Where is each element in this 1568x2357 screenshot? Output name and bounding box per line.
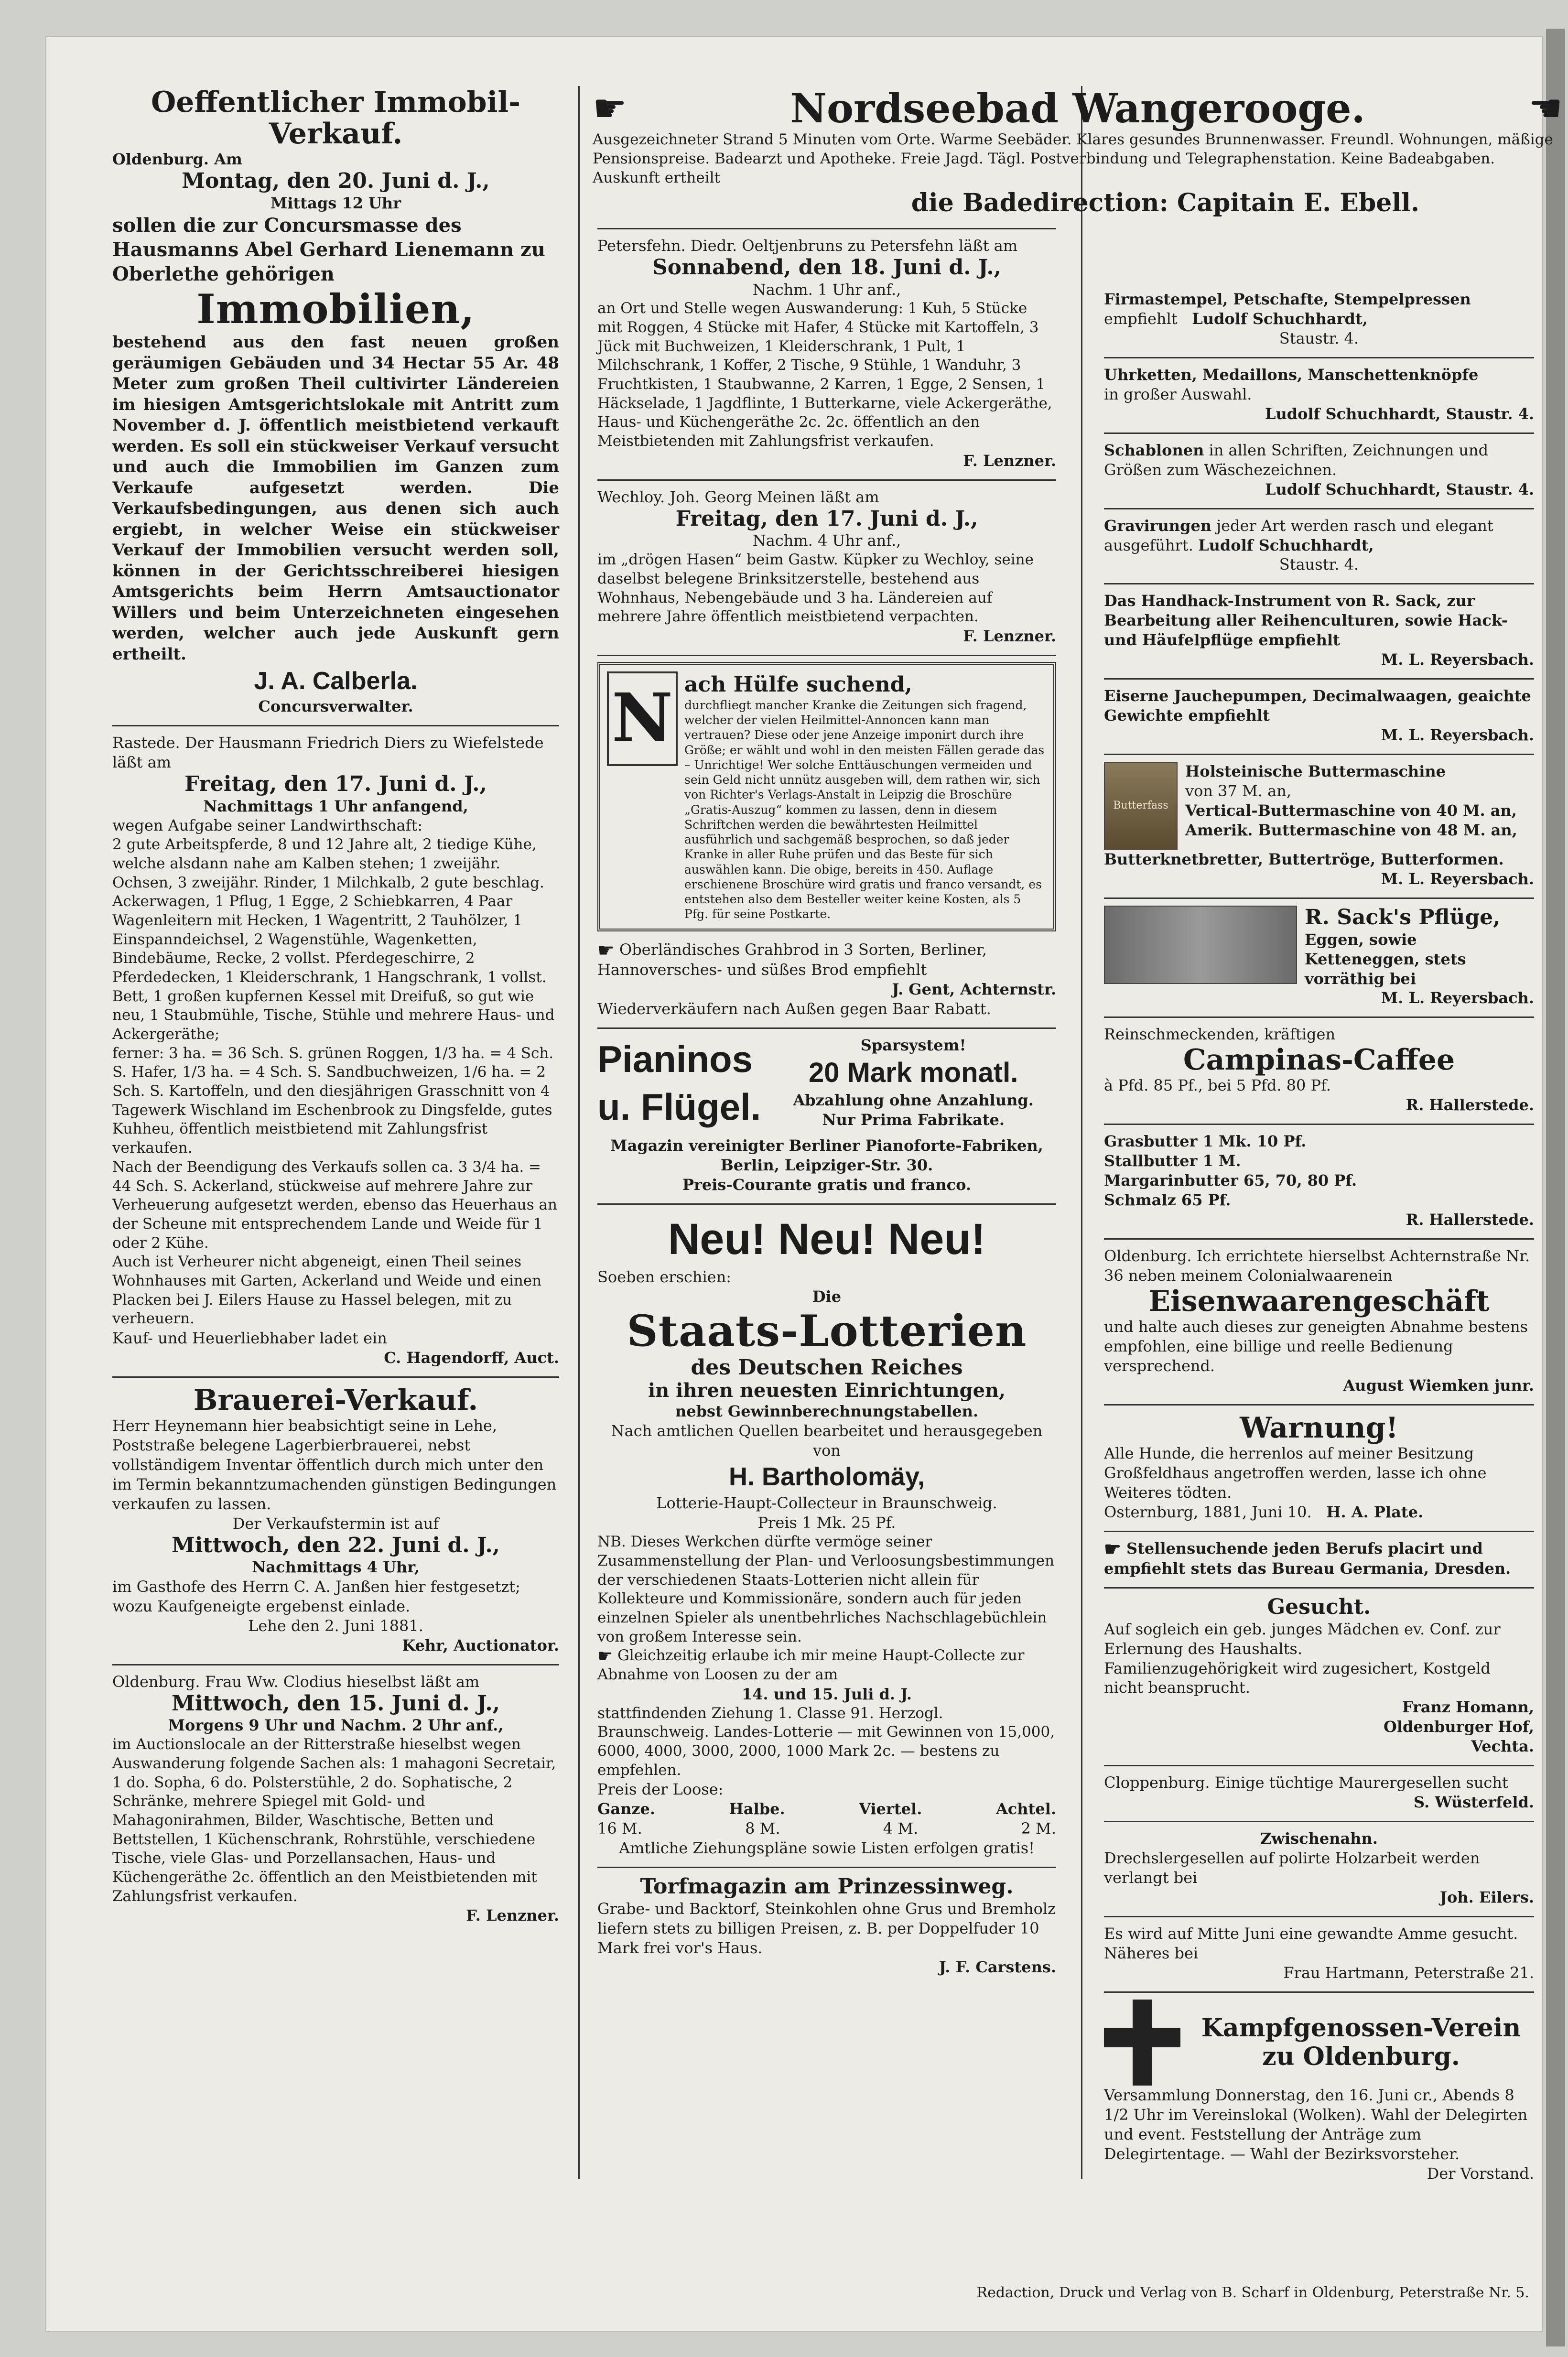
- ad-heading: Staats-Lotterien: [627, 1306, 1027, 1357]
- ad-title: Warnung!: [1240, 1411, 1398, 1445]
- divider: [597, 655, 1056, 656]
- ad-body: Nach der Beendigung des Verkaufs sollen ca. 3 3/4 ha. = 44 Sch. S. Ackerland, stückweise auf mehrere Jahre zur Verheuerung aufgesetzt werden, ebenso das Heuerhaus an der Scheune mit entsprechendem Lande und Weide für 1 oder 2 Kühe.: [112, 1158, 557, 1252]
- ad-subheading: in ihren neuesten Einrichtungen,: [648, 1379, 1006, 1402]
- ad-sack-pfluege: [1104, 903, 1534, 1013]
- ad-wechloy: [597, 485, 1056, 651]
- ad-signature: M. L. Reyersbach.: [1381, 870, 1534, 888]
- ad-line: Lotterie-Haupt-Collecteur in Braunschweig.: [656, 1494, 997, 1513]
- ad-title: Pianinos: [597, 1038, 753, 1081]
- butter-churn-illustration: Butterfass: [1104, 762, 1178, 850]
- ad-brauerei: [112, 1382, 559, 1660]
- ad-title: Uhrketten, Medaillons, Manschettenknöpfe: [1104, 365, 1479, 384]
- ad-signature: J. F. Carstens.: [939, 1958, 1056, 1977]
- ad-author: H. Bartholomäy,: [728, 1462, 925, 1492]
- price-table-header: [597, 1799, 1056, 1819]
- divider: [597, 228, 1056, 229]
- ad-title: Eisenwaarengeschäft: [1148, 1284, 1490, 1318]
- ad-title: Nordseebad Wangerooge.: [790, 85, 1365, 132]
- price-head: Viertel.: [859, 1800, 922, 1818]
- ad-firmastempel: [1104, 287, 1534, 353]
- ad-note: Wiederverkäufern nach Außen gegen Baar Rabatt.: [597, 1000, 991, 1018]
- ad-place: Oldenburg. Am: [112, 150, 242, 168]
- divider: [1104, 1016, 1534, 1018]
- ad-signature: F. Lenzner.: [963, 627, 1056, 645]
- ad-line: Schmalz 65 Pf.: [1104, 1191, 1231, 1210]
- ad-stellensuchende: [1104, 1536, 1534, 1583]
- ad-rate: 20 Mark monatl.: [808, 1057, 1018, 1088]
- ad-line: Berlin, Leipziger-Str. 30.: [720, 1156, 933, 1174]
- ad-body: in allen Schriften, Zeichnungen und Größen zum Wäschezeichnen.: [1104, 441, 1489, 479]
- ad-signature: Frau Hartmann, Peterstraße 21.: [1283, 1963, 1534, 1982]
- ad-line: Abzahlung ohne Anzahlung.: [793, 1091, 1034, 1110]
- ad-title: Campinas-Caffee: [1183, 1043, 1455, 1077]
- ad-line: Nur Prima Fabrikate.: [822, 1111, 1005, 1129]
- ad-date: Freitag, den 17. Juni d. J.,: [675, 506, 978, 531]
- ad-price: à Pfd. 85 Pf., bei 5 Pfd. 80 Pf.: [1104, 1076, 1331, 1095]
- ad-wangerooge: [593, 84, 1563, 224]
- ad-body: im „drögen Hasen“ beim Gastw. Küpker zu Wechloy, seine daselbst belegene Brinksitzerstelle, bestehend aus Wohnhaus, Nebengebäude und 3 ha. Ländereien auf mehrere Jahre öffentlich meistbietend verpachten.: [597, 551, 1034, 626]
- divider: [1104, 897, 1534, 899]
- ornamental-initial: N: [607, 671, 678, 766]
- ad-zwischenahn: [1104, 1826, 1534, 1912]
- ad-body: Stellensuchende jeden Berufs placirt und empfiehlt stets das Bureau Germania, Dresden.: [1104, 1539, 1511, 1578]
- divider: [597, 1027, 1056, 1029]
- ad-body: Oberländisches Grahbrod in 3 Sorten, Berliner, Hannoversches- und süßes Brod empfiehlt: [597, 940, 987, 979]
- ad-body: durchfliegt mancher Kranke die Zeitungen sich fragend, welcher der vielen Heilmittel-Annoncen kann man vertrauen? Diese oder jene Anzeige imponirt durch ihre Größe; er wählt und wohl in den meisten Fällen gerade das – Unrichtige! Wer solche Enttäuschungen vermeiden und sein Geld nicht unnütz ausgeben will, dem rathen wir, sich von Richter's Verlags-Anstalt in Leipzig die Broschüre „Gratis-Auszug“ kommen zu lassen, denn in diesem Schriftchen werden die bewährtesten Heilmittel ausführlich und sachgemäß besprochen, so daß jeder Kranke in aller Ruhe prüfen und das Beste für sich auswählen kann. Die obige, bereits in 450. Auflage erschienene Broschüre wird gratis und franco versandt, es entstehen also dem Besteller weiter keine Kosten, als 5 Pfg. für seine Postkarte.: [684, 698, 1045, 921]
- pointing-hand-left-icon: ☚: [1528, 86, 1563, 131]
- ad-signature: Oldenburger Hof,: [1383, 1718, 1534, 1736]
- ad-title: Firmastempel, Petschafte, Stempelpressen: [1104, 290, 1471, 308]
- ad-signature: R. Hallerstede.: [1406, 1096, 1534, 1114]
- ad-body: bestehend aus den fast neuen großen geräumigen Gebäuden und 34 Hectar 55 Ar. 48 Meter zum großen Theil cultivirter Ländereien im hiesigen Amtsgerichtslokale mit Antritt zum November d. J. öffentlich meistbietend verkauft werden. Es soll ein stückweiser Verkauf versucht und auch die Immobilien im Ganzen zum Verkaufe aufgesetzt werden. Die Verkaufsbedingungen, aus denen sich auch ergiebt, in welcher Weise ein stückweiser Verkauf der Immobilien versucht werden soll, können in der Gerichtsschreiberei hiesigen Amtsgerichts beim Herrn Amtsauctionator Willers und beim Unterzeichneten eingesehen werden, welcher auch jede Auskunft gern ertheilt.: [112, 333, 559, 664]
- ad-place: im Gasthofe des Herrn C. A. Janßen hier festgesetzt; wozu Kaufgeneigte ergebenst einlade.: [112, 1578, 520, 1615]
- ad-address: Staustr. 4.: [1279, 329, 1359, 347]
- ad-line: Reinschmeckenden, kräftigen: [1104, 1025, 1336, 1044]
- pointing-hand-right-icon: ☛: [597, 1646, 613, 1666]
- ad-body: Eiserne Jauchepumpen, Decimalwaagen, geaichte Gewichte empfiehlt: [1104, 687, 1531, 725]
- ad-body: Eggen, sowie Ketteneggen, stets vorräthig bei: [1305, 930, 1466, 988]
- ad-invite: Kauf- und Heuerliebhaber ladet ein: [112, 1329, 387, 1347]
- ad-line: empfiehlt: [1104, 309, 1178, 328]
- ad-body: stattfindenden Ziehung 1. Classe 91. Herzogl. Braunschweig. Landes-Lotterie — mit Gewinnen von 15,000, 6000, 4000, 3000, 2000, 1000 Mark 2c. — bestens zu empfehlen.: [597, 1704, 1055, 1779]
- column-left: [112, 84, 559, 1930]
- ad-schablonen: [1104, 438, 1534, 504]
- ad-title: Oeffentlicher Immobil-Verkauf.: [151, 86, 521, 151]
- ad-title: Gesucht.: [1267, 1595, 1371, 1620]
- ad-signature: Ludolf Schuchhardt,: [1198, 536, 1374, 554]
- ad-body: Auf sogleich ein geb. junges Mädchen ev. Conf. zur Erlernung des Haushalts.: [1104, 1620, 1501, 1658]
- ad-body: Ausgezeichneter Strand 5 Minuten vom Orte. Warme Seebäder. Klares gesundes Brunnenwasser. Freundl. Wohnungen, mäßige Pensionspreise. Badearzt und Apotheke. Freie Jagd. Tägl. Postverbindung und Telegraphenstation. Keine Badeabgaben. Auskunft ertheilt: [593, 131, 1553, 186]
- page-edge: [1546, 29, 1565, 2346]
- ad-subheading: des Deutschen Reiches: [691, 1355, 963, 1380]
- ad-date: Sonnabend, den 18. Juni d. J.,: [652, 255, 1001, 280]
- ad-intro: sollen die zur Concursmasse des Hausmanns Abel Gerhard Lienemann zu Oberlethe gehörigen: [112, 214, 545, 285]
- ad-signature: J. A. Calberla.: [254, 667, 418, 695]
- ad-pianinos: [597, 1033, 1056, 1136]
- divider: [1104, 508, 1534, 509]
- ad-title: ach Hülfe suchend,: [684, 672, 912, 697]
- ad-body: Alle Hunde, die herrenlos auf meiner Besitzung Großfeldhaus angetroffen werden, lasse ich ohne Weiteres tödten.: [1104, 1444, 1487, 1502]
- ad-immobil-verkauf: [112, 84, 559, 721]
- ad-signature: F. Lenzner.: [963, 451, 1056, 470]
- ad-intro: Petersfehn. Diedr. Oeltjenbruns zu Petersfehn läßt am: [597, 236, 1018, 255]
- divider: [112, 1664, 559, 1665]
- ad-grasbutter: [1104, 1129, 1534, 1234]
- ad-price: Preis 1 Mk. 25 Pf.: [757, 1514, 896, 1532]
- ad-time: Nachmittags 4 Uhr,: [252, 1558, 420, 1577]
- ad-signature: Ludolf Schuchhardt, Staustr. 4.: [1265, 404, 1534, 423]
- ad-line: Butterknetbretter, Buttertröge, Butterformen.: [1104, 850, 1504, 869]
- ad-grahbrod: [597, 937, 1056, 1024]
- ad-body: Herr Heynemann hier beabsichtigt seine in Lehe, Poststraße belegene Lagerbierbrauerei, nebst vollständigem Inventar öffentlich durch mich unter den im Termin bekanntzumachenden günstigen Bedingungen verkaufen zu lassen.: [112, 1416, 557, 1513]
- ad-title: Kampfgenossen-Verein zu Oldenburg.: [1201, 2013, 1521, 2071]
- ad-signature-title: Concursverwalter.: [258, 697, 413, 716]
- ad-line: Amerik. Buttermaschine von 48 M. an,: [1185, 821, 1517, 839]
- ad-signature: Kehr, Auctionator.: [402, 1636, 559, 1654]
- ad-time: Mittags 12 Uhr: [270, 194, 401, 212]
- ad-title: Zwischenahn.: [1260, 1829, 1378, 1848]
- ad-petersfehn: [597, 233, 1056, 476]
- ad-title: u. Flügel.: [597, 1085, 761, 1128]
- ad-term: Der Verkaufstermin ist auf: [232, 1514, 439, 1533]
- divider: [1104, 1821, 1534, 1822]
- ad-signature: Joh. Eilers.: [1439, 1888, 1534, 1907]
- pointing-hand-right-icon: ☛: [593, 86, 627, 131]
- ad-intro: Rastede. Der Hausmann Friedrich Diers zu Wiefelstede läßt am: [112, 734, 544, 771]
- divider: [1104, 1587, 1534, 1589]
- column-right: [1104, 287, 1534, 2188]
- ad-signature: Ludolf Schuchhardt,: [1192, 309, 1368, 328]
- ad-gravirungen: [1104, 513, 1534, 580]
- ad-line: von 37 M. an,: [1185, 782, 1291, 800]
- ad-line: Die: [812, 1287, 842, 1306]
- ad-time: Nachm. 1 Uhr anf.,: [752, 280, 901, 299]
- ad-signature: M. L. Reyersbach.: [1381, 989, 1534, 1007]
- ad-date: Montag, den 20. Juni d. J.,: [182, 168, 490, 193]
- plough-illustration: [1104, 906, 1297, 984]
- ad-signature: H. A. Plate.: [1326, 1503, 1424, 1521]
- ad-time: Nachmittags 1 Uhr anfangend,: [203, 797, 468, 815]
- ad-hilfe-suchend: [597, 662, 1056, 931]
- ad-rastede: [112, 730, 559, 1373]
- divider: [597, 1203, 1056, 1205]
- ad-title: Brauerei-Verkauf.: [193, 1383, 478, 1417]
- ad-body: Es wird auf Mitte Juni eine gewandte Amme gesucht. Näheres bei: [1104, 1925, 1518, 1962]
- ad-line: Grasbutter 1 Mk. 10 Pf.: [1104, 1132, 1307, 1151]
- ad-line: nebst Gewinnberechnungstabellen.: [675, 1402, 979, 1421]
- ad-signature: R. Hallerstede.: [1406, 1211, 1534, 1229]
- divider: [112, 1376, 559, 1378]
- ad-date: Freitag, den 17. Juni d. J.,: [184, 771, 487, 796]
- ad-line: Preis-Courante gratis und franco.: [682, 1175, 972, 1194]
- divider: [1104, 1991, 1534, 1993]
- divider: [1104, 678, 1534, 680]
- ad-warnung: [1104, 1409, 1534, 1527]
- ad-amme: [1104, 1921, 1534, 1988]
- divider: [1104, 1238, 1534, 1240]
- ad-signature: Ludolf Schuchhardt, Staustr. 4.: [1265, 480, 1534, 498]
- ad-body: Auch ist Verheurer nicht abgeneigt, einen Theil seines Wohnhauses mit Garten, Ackerland und Weide und einen Placken bei J. Eilers Hause zu Hassel belegen, mit zu verheuern.: [112, 1253, 542, 1328]
- ad-pianinos-footer: [597, 1136, 1056, 1200]
- ad-gesucht: [1104, 1592, 1534, 1761]
- ad-signature: die Badedirection: Capitain E. Ebell.: [911, 188, 1419, 218]
- divider: [597, 479, 1056, 481]
- ad-line: in großer Auswahl.: [1104, 385, 1252, 403]
- ad-lotterien: [597, 1209, 1056, 1863]
- ad-uhrketten: [1104, 362, 1534, 429]
- divider: [1104, 1404, 1534, 1406]
- ad-intro: Wechloy. Joh. Georg Meinen läßt am: [597, 487, 879, 506]
- ad-cloppenburg: [1104, 1770, 1534, 1817]
- ad-time: Nachm. 4 Uhr anf.,: [752, 531, 901, 550]
- ad-line: Nach amtlichen Quellen bearbeitet und herausgegeben: [611, 1422, 1043, 1440]
- iron-cross-icon: [1104, 2000, 1180, 2086]
- ad-line: Margarinbutter 65, 70, 80 Pf.: [1104, 1171, 1357, 1190]
- ad-body: Grabe- und Backtorf, Steinkohlen ohne Grus und Bremholz liefern stets zu billigen Preisen, z. B. per Doppelfuder 10 Mark frei vor's Haus.: [597, 1899, 1056, 1957]
- ad-intro: Oldenburg. Ich errichtete hierselbst Achternstraße Nr. 36 neben meinem Colonialwaarenein: [1104, 1247, 1530, 1285]
- ad-jauchepumpen: [1104, 683, 1534, 750]
- ad-title: Torfmagazin am Prinzessinweg.: [640, 1874, 1014, 1899]
- divider: [1104, 1916, 1534, 1917]
- pointing-hand-right-icon: ☛: [597, 940, 615, 962]
- divider: [1104, 357, 1534, 358]
- ad-line: von: [813, 1441, 841, 1460]
- ad-time: Morgens 9 Uhr und Nachm. 2 Uhr anf.,: [168, 1716, 504, 1735]
- ad-signature: C. Hagendorff, Auct.: [384, 1348, 559, 1367]
- ad-reason: wegen Aufgabe seiner Landwirthschaft:: [112, 816, 423, 835]
- ad-line: Amtliche Ziehungspläne sowie Listen erfolgen gratis!: [619, 1839, 1035, 1858]
- imprint-footer: Redaction, Druck und Verlag von B. Scharf in Oldenburg, Peterstraße Nr. 5.: [976, 2284, 1529, 2301]
- ad-body: an Ort und Stelle wegen Auswanderung: 1 Kuh, 5 Stücke mit Roggen, 4 Stücke mit Hafer, 4 Stücke mit Kartoffeln, 3 Jück mit Buchweizen, 1 Kleiderschrank, 1 Pult, 1 Milchschrank, 1 Koffer, 2 Tische, 9 Stühle, 1 Wanduhr, 3 Fruchtkisten, 1 Staubwanne, 2 Karren, 1 Egge, 2 Sensen, 1 Häckselade, 1 Jagdflinte, 1 Butterkarne, viele Ackergeräthe, Haus- und Küchengeräthe 2c. 2c. öffentlich an den Meistbietenden mit Zahlungsfrist verkaufen.: [597, 300, 1052, 450]
- divider: [1104, 1124, 1534, 1125]
- divider: [1104, 583, 1534, 584]
- ad-caffee: [1104, 1022, 1534, 1120]
- ad-line: Sparsystem!: [860, 1036, 966, 1055]
- column-rule: [1081, 86, 1082, 2179]
- ad-intro: Oldenburg. Frau Ww. Clodius hieselbst läßt am: [112, 1672, 480, 1691]
- ad-line: Stallbutter 1 M.: [1104, 1152, 1241, 1170]
- ad-eisenwaaren: [1104, 1243, 1534, 1400]
- ad-body: NB. Dieses Werkchen dürfte vermöge seiner Zusammenstellung der Plan- und Verloosungsbestimmungen der verschiedenen Staats-Lotterien nicht allein für Kollekteure und Kommissionäre, sondern auch für jeden einzelnen Spieler als unentbehrliches Nachschlagebüchlein von großem Interesse sein.: [597, 1533, 1055, 1645]
- pointing-hand-right-icon: ☛: [1104, 1538, 1121, 1561]
- ad-body: im Auctionslocale an der Ritterstraße hieselbst wegen Auswanderung folgende Sachen als: 1 mahagoni Secretair, 1 do. Sopha, 6 do. Polsterstühle, 2 do. Sophatische, 2 Schränke, mehrere Spiegel mit Gold- und Mahagonirahmen, Bilder, Waschtische, Betten und Bettstellen, 1 Küchenschrank, Rohrstühle, verschiedene Tische, viele Glas- und Porzellansachen, Haus- und Küchengeräthe 2c. öffentlich an den Meistbietenden mit Zahlungsfrist verkaufen.: [112, 1736, 556, 1905]
- price-value: 4 M.: [883, 1819, 919, 1838]
- ad-title: Neu! Neu! Neu!: [668, 1214, 986, 1264]
- ad-signature: M. L. Reyersbach.: [1381, 726, 1534, 745]
- ad-body: ferner: 3 ha. = 36 Sch. S. grünen Roggen, 1/3 ha. = 4 Sch. S. Hafer, 1/3 ha. = 4 Sch. S. Sandbuchweizen, 1/6 ha. = 2 Sch. S. Kartoffeln, und den diesjährigen Grasschnitt von 4 Tagewerk Wischland im Eschenbrook zu Dingsfelde, gutes Kuhheu, öffentlich meistbietend mit Zahlungsfrist verkaufen.: [112, 1044, 554, 1157]
- column-rule: [578, 86, 580, 2179]
- price-value: 16 M.: [597, 1819, 642, 1838]
- ad-title: Schablonen: [1104, 441, 1204, 459]
- ad-clodius: [112, 1669, 559, 1931]
- ad-body: Drechslergesellen auf polirte Holzarbeit werden verlangt bei: [1104, 1849, 1480, 1887]
- divider: [1104, 1531, 1534, 1532]
- ad-signature: Franz Homann,: [1402, 1698, 1534, 1717]
- ad-signature: M. L. Reyersbach.: [1381, 650, 1534, 669]
- price-value: 2 M.: [1021, 1819, 1056, 1838]
- ad-date: Mittwoch, den 22. Juni d. J.,: [172, 1533, 500, 1557]
- ad-line: Soeben erschien:: [597, 1268, 732, 1287]
- divider: [1104, 432, 1534, 434]
- ad-signature: Der Vorstand.: [1427, 2164, 1534, 2183]
- ad-body: und halte auch dieses zur geneigten Abnahme bestens empfohlen, eine billige und reelle Bedienung versprechend.: [1104, 1317, 1528, 1375]
- ad-location-date: Lehe den 2. Juni 1881.: [248, 1616, 423, 1635]
- ad-title: R. Sack's Pflüge,: [1305, 905, 1501, 930]
- ad-signature: S. Wüsterfeld.: [1414, 1793, 1534, 1812]
- price-head: Halbe.: [729, 1800, 785, 1818]
- ad-line: Magazin vereinigter Berliner Pianoforte-Fabriken,: [610, 1136, 1043, 1155]
- ad-line: Vertical-Buttermaschine von 40 M. an,: [1185, 801, 1517, 820]
- ad-signature: August Wiemken junr.: [1343, 1376, 1534, 1395]
- divider: [597, 1867, 1056, 1868]
- divider: [1104, 1765, 1534, 1766]
- ad-body: Gleichzeitig erlaube ich mir meine Haupt-Collecte zur Abnahme von Loosen zu der am: [597, 1647, 1025, 1683]
- price-head: Ganze.: [597, 1800, 655, 1818]
- ad-heading: Immobilien,: [196, 285, 475, 333]
- ad-body: Das Handhack-Instrument von R. Sack, zur Bearbeitung aller Reihenculturen, sowie Hack- und Häufelpflüge empfiehlt: [1104, 592, 1508, 649]
- divider: [1104, 754, 1534, 755]
- ad-signature: Vechta.: [1471, 1737, 1534, 1756]
- ad-signature: F. Lenzner.: [466, 1906, 559, 1925]
- ad-signature: J. Gent, Achternstr.: [892, 980, 1056, 999]
- ad-body: Cloppenburg. Einige tüchtige Maurergesellen sucht: [1104, 1773, 1508, 1792]
- ad-body: Versammlung Donnerstag, den 16. Juni cr., Abends 8 1/2 Uhr im Vereinslokal (Wolken). Wahl der Delegirten und event. Feststellung der Anträge zum Delegirtentage. — Wahl der Bezirksvorsteher.: [1104, 2086, 1528, 2163]
- ad-address: Staustr. 4.: [1279, 555, 1359, 574]
- ad-body: Familienzugehörigkeit wird zugesichert, Kostgeld nicht beansprucht.: [1104, 1659, 1491, 1697]
- ad-dates: 14. und 15. Juli d. J.: [742, 1685, 912, 1703]
- price-value: 8 M.: [745, 1819, 780, 1838]
- ad-location-date: Osternburg, 1881, Juni 10.: [1104, 1503, 1312, 1521]
- ad-torfmagazin: [597, 1872, 1056, 1982]
- ad-buttermaschine: [1104, 759, 1534, 894]
- ad-kampfgenossen: [1104, 1997, 1534, 2188]
- ad-date: Mittwoch, den 15. Juni d. J.,: [172, 1691, 500, 1716]
- divider: [112, 725, 559, 726]
- price-table-values: [597, 1819, 1056, 1838]
- ad-line: Holsteinische Buttermaschine: [1185, 762, 1446, 781]
- ad-line: Preis der Loose:: [597, 1780, 724, 1799]
- ad-body: 2 gute Arbeitspferde, 8 und 12 Jahre alt, 2 tiedige Kühe, welche alsdann nahe am Kalben stehen; 1 zweijähr. Ochsen, 3 zweijähr. Rinder, 1 Milchkalb, 2 gute beschlag. Ackerwagen, 1 Pflug, 1 Egge, 2 Schiebkarren, 4 Paar Wagenleitern mit Hecken, 1 Wagentritt, 2 Tauhölzer, 1 Einspanndeichsel, 2 Wagenstühle, Wagenketten, Bindebäume, Recke, 2 vollst. Pferdegeschirre, 2 Pferdedecken, 1 Kleiderschrank, 1 Hangschrank, 1 vollst. Bett, 1 großen kupfernen Kessel mit Dreifuß, so gut wie neu, 1 Staubmühle, Tische, Stühle und mehrere Haus- und Ackergeräthe;: [112, 836, 555, 1043]
- price-head: Achtel.: [995, 1800, 1056, 1818]
- ad-handhack: [1104, 588, 1534, 674]
- ad-body: jeder Art werden rasch und elegant ausgeführt.: [1104, 516, 1493, 554]
- ad-title: Gravirungen: [1104, 516, 1212, 535]
